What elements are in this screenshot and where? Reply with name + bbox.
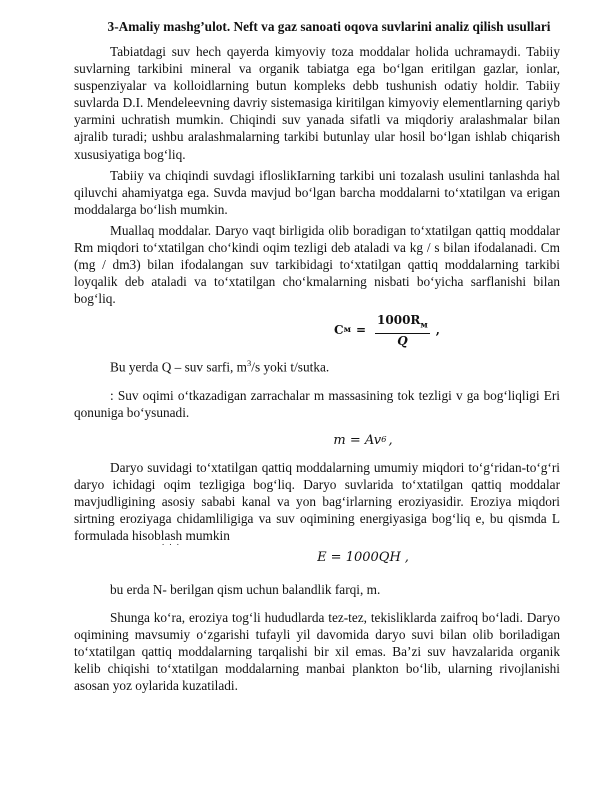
paragraph-q-definition: Bu yerda Q – suv sarfi, $m^3/s$ yoki t/sutka. [110, 358, 330, 375]
paragraph-suspended-matter: Muallaq moddalar. Daryo vaqt birligida olib boradigan to‘xtatilgan qattiq moddalar Rm miqdori to‘xtatilgan cho‘kindi oqim tezligi deb ataladi va kg / s bilan ifodalanadi. Cm (mg / dm3) bilan ifodalangan suv tarkibidagi to‘xtatilgan qattiq moddalarning tarkibi loyqalik deb ataladi va to‘xtatilgan cho‘kmalarning nisbati bo‘yicha sarflanishi bilan bog‘liq. [74, 222, 560, 307]
formula-denominator: Q [397, 333, 408, 348]
paragraph-impurities: Tabiiy va chiqindi suvdagi ifloslikIarning tarkibi uni tozalash usulini tanlashda hal qiluvchi ahamiyatga ega. Suvda mavjud bo‘lgan barcha moddalarni to‘xtatilgan va erigan moddalarga bo‘lish mumkin. [74, 167, 560, 217]
paragraph-particle-law: : Suv oqimi o‘tkazadigan zarrachalar m massasining tok tezligi v ga bog‘liqligi Eri qonuniga bo‘ysunadi. [74, 387, 560, 421]
paragraph-erosion: Daryo suvidagi to‘xtatilgan qattiq moddalarning umumiy miqdori to‘g‘ridan-to‘g‘ri daryo ichidagi oqim tezligiga bog‘liq. Daryo suvlarida to‘xtatilgan qattiq moddalar mavjudligining asosiy sababi kanal va yon bag‘irlarning eroziyasidir. Eroziya miqdori sirtning eroziyaga chidamliligiga va suv oqimining energiyasiga bog‘liq e, bu qismda L formulada hisoblash mumkin [74, 460, 560, 544]
formula-energy-text: E = 1000QH [317, 550, 401, 566]
paragraph-seasonal: Shunga ko‘ra, eroziya tog‘li hududlarda tez-tez, tekisliklarda zaifroq bo‘ladi. Daryo oqimining mavsumiy o‘zgarishi tufayli yil davomida daryo suvi bilan olib boriladigan to‘xtatilgan qattiq moddalarning tarqalishi bir xil emas. Ba’zi suv havzalarida organik kelib chiqishi to‘xtatilgan moddalarning manbai plankton bo‘lib, ularning rivojlanishi asosan yoz oylarida kuzatiladi. [74, 609, 560, 694]
document-title: 3-Amaliy mashg’ulot. Neft va gaz sanoati oqova suvlarini analiz qilish usullari [107, 19, 551, 34]
formula-equals: = [355, 322, 367, 337]
formula-lhs: C [334, 322, 344, 337]
formula-concentration [214, 313, 560, 347]
formula-fraction [375, 313, 430, 347]
formula-mass-text: m = Av [333, 432, 382, 448]
formula-comma: , [435, 322, 440, 337]
formula-mass: m = Av 6 , [333, 432, 393, 448]
paragraph-intro: Tabiatdagi suv hech qayerda kimyoviy toza moddalar holida uchramaydi. Tabiiy suvlarning tarkibini mineral va organik tabiatga ega bo‘lgan eritilgan gazlar, ionlar, suspenziyalar va kolloidlarning butun kompleks debb tushunish odatiy holdir. Tabiiy suvlarda D.I. Mendeleevning davriy sistemasiga kiritilgan kimyoviy elementlarning qariyb yarmini uchratish mumkin. Chiqindi suv yanada sifatli va miqdoriy aralashmalar bilan ajralib turadi; ushbu aralashmalarning tarkibi butunlay ular hosil bo‘lgan ishlab chiqarish xususiyatiga bog‘liq. [74, 44, 560, 162]
paragraph-height-diff: bu erda N- berilgan qism uchun balandlik farqi, m. [110, 581, 381, 597]
formula-numerator-sub: м [420, 320, 428, 331]
formula-numerator: 1000R [377, 313, 421, 328]
formula-energy: ˙ ˙ ˙ E = 1000QH , [160, 543, 409, 566]
formula-mass-exp: 6 [381, 434, 387, 445]
formula-lhs-sub: м [343, 324, 351, 335]
